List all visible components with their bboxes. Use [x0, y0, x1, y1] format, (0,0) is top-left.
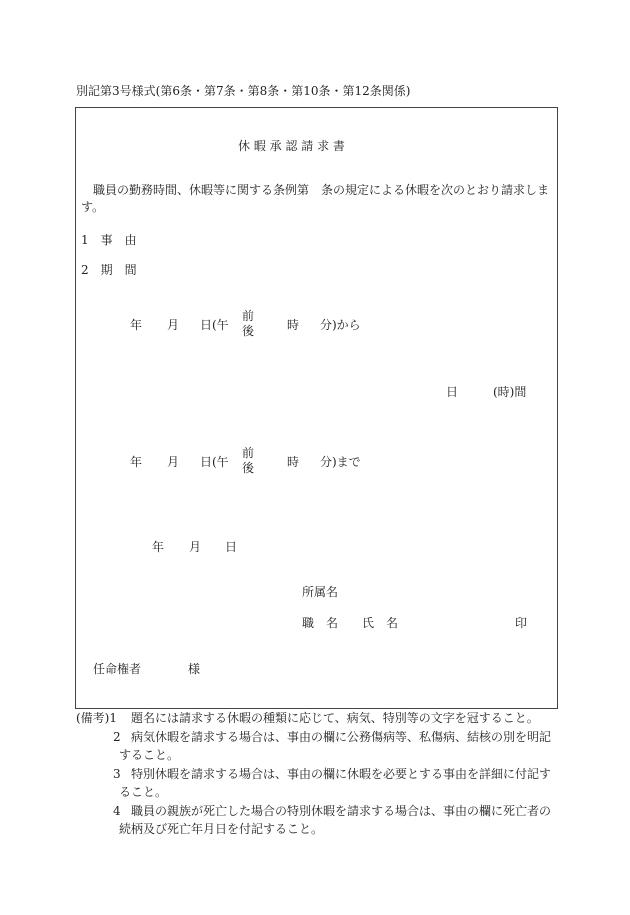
appointer-label: 任命権者 [93, 662, 142, 676]
date-day: 日 [225, 540, 238, 554]
note-3-cont: ること。 [119, 785, 168, 799]
note-2: 病気休暇を請求する場合は、事由の欄に公務傷病等、私傷病、結核の別を明記 [131, 730, 552, 744]
to-minute: 分)まで [320, 455, 361, 469]
note-3: 特別休暇を請求する場合は、事由の欄に休暇を必要とする事由を詳細に付記す [131, 767, 552, 781]
to-hour: 時 [287, 455, 300, 469]
duration-hours: (時)間 [493, 385, 527, 399]
position-label: 職 名 [302, 616, 339, 630]
note-4-cont: 続柄及び死亡年月日を付記すること。 [119, 822, 324, 836]
note-4-num: 4 [113, 804, 121, 818]
honorific-label: 様 [188, 662, 201, 676]
from-ampm [242, 309, 254, 339]
note-2-cont: すること。 [119, 748, 180, 762]
from-minute: 分)から [320, 318, 361, 332]
from-day: 日(午 [200, 318, 229, 332]
from-hour: 時 [287, 318, 300, 332]
am-label: 前 [242, 309, 255, 323]
period-label: 2 期 間 [81, 263, 137, 277]
name-label: 氏 名 [362, 616, 399, 630]
from-month: 月 [167, 318, 180, 332]
notes-label: (備考)1 [76, 711, 117, 725]
seal-label: 印 [515, 616, 528, 630]
to-year: 年 [130, 455, 143, 469]
to-ampm [242, 446, 254, 476]
note-4: 職員の親族が死亡した場合の特別休暇を請求する場合は、事由の欄に死亡者の [131, 804, 552, 818]
am-label: 前 [242, 446, 255, 460]
from-year: 年 [130, 318, 143, 332]
form-title: 休 暇 承 認 請 求 書 [238, 139, 345, 153]
pm-label: 後 [242, 324, 255, 338]
intro-text-cont: す。 [81, 200, 105, 214]
date-month: 月 [189, 540, 202, 554]
reason-label: 1 事 由 [81, 233, 137, 247]
affiliation-label: 所属名 [302, 585, 339, 599]
date-year: 年 [152, 540, 165, 554]
note-2-num: 2 [113, 730, 121, 744]
to-month: 月 [167, 455, 180, 469]
duration-days: 日 [446, 385, 459, 399]
form-header: 別記第3号様式(第6条・第7条・第8条・第10条・第12条関係) [76, 84, 411, 98]
intro-text: 職員の勤務時間、休暇等に関する条例第 条の規定による休暇を次のとおり請求しま [93, 183, 550, 197]
to-day: 日(午 [200, 455, 229, 469]
pm-label: 後 [242, 461, 255, 475]
note-1: 題名には請求する休暇の種類に応じて、病気、特別等の文字を冠すること。 [131, 711, 539, 725]
note-3-num: 3 [113, 767, 121, 781]
